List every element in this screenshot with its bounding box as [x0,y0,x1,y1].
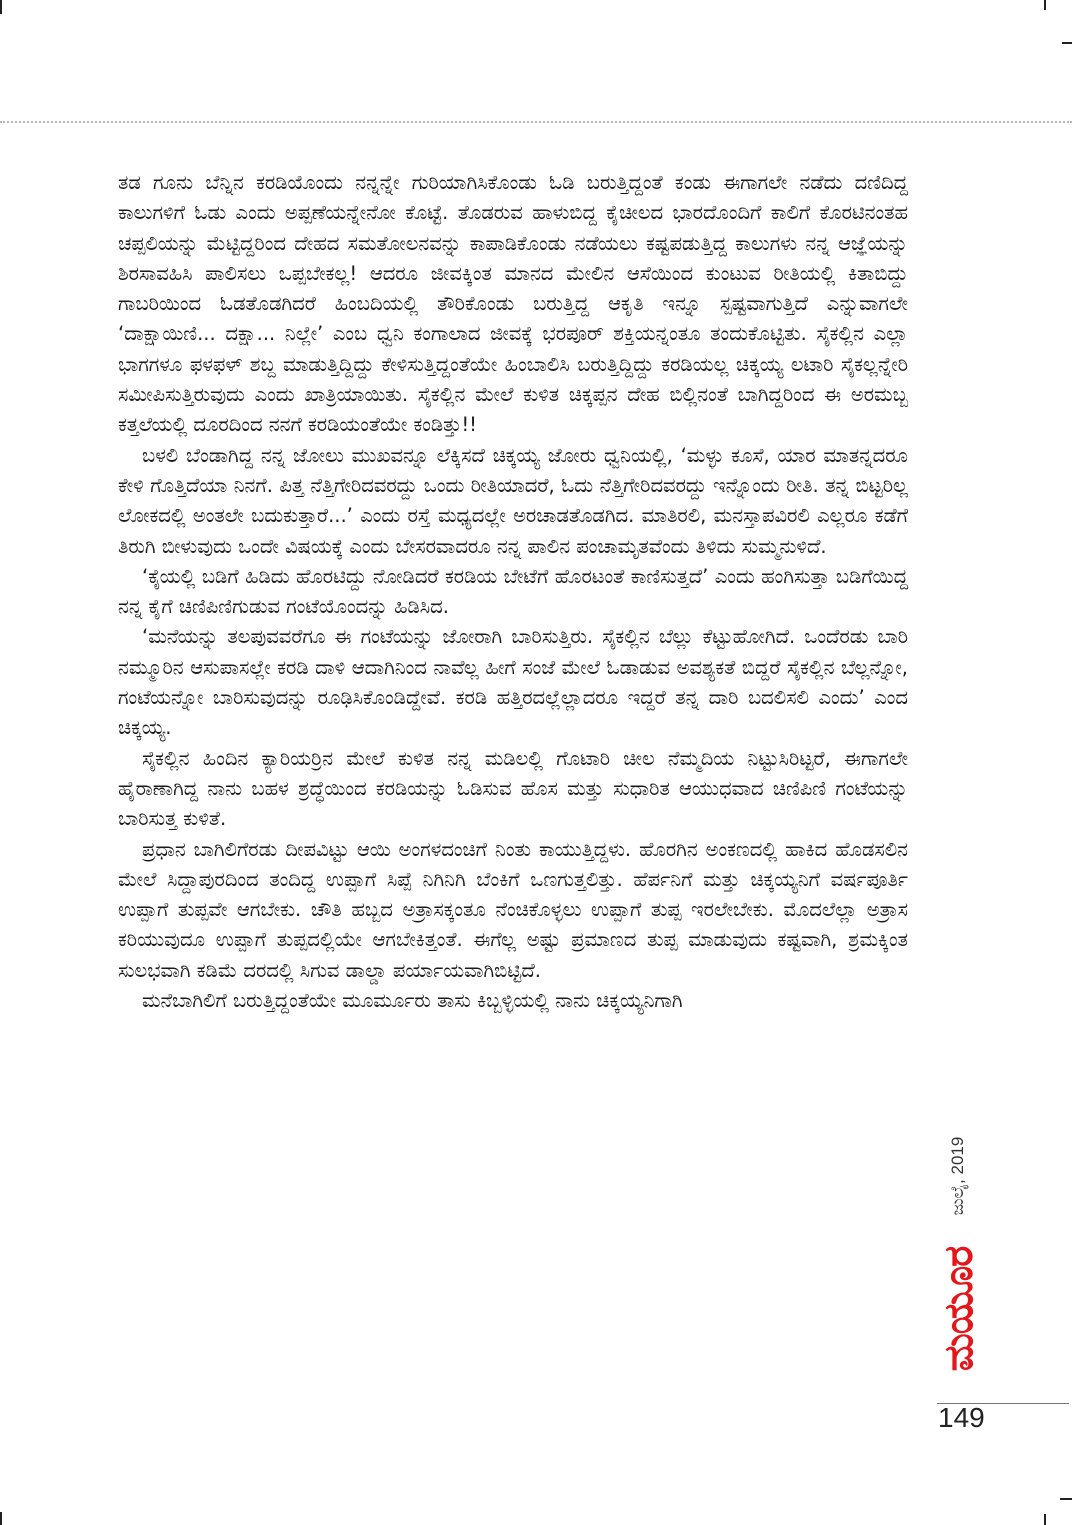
paragraph-7: ಮನೆಬಾಗಿಲಿಗೆ ಬರುತ್ತಿದ್ದಂತೆಯೇ ಮೂರ್ಮೂರು ತಾಸು ಕಿಬ್ಬಳ್ಳಿಯಲ್ಲಿ ನಾನು ಚಿಕ್ಕಯ್ಯನಿಗಾಗಿ [142,989,683,1013]
page-number: 149 [938,1402,985,1433]
magazine-name: ಮಯೂರ [936,1246,982,1372]
crop-mark-top-right [1044,0,1046,10]
crop-mark-top-left [0,0,2,14]
article-body [118,168,908,1016]
magazine-masthead [934,1224,984,1394]
paragraph-4: ‘ಮನೆಯನ್ನು ತಲಪುವವರೆಗೂ ಈ ಗಂಟೆಯನ್ನು ಜೋರಾಗಿ ಬಾರಿಸುತ್ತಿರು. ಸೈಕಲ್ಲಿನ ಬೆಲ್ಲು ಕೆಟ್ಟುಹೋಗಿದೆ. ಒಂದೆರಡು ಬಾರಿ ನಮ್ಮೂರಿನ ಆಸುಪಾಸಲ್ಲೇ ಕರಡಿ ದಾಳಿ ಆದಾಗಿನಿಂದ ನಾವೆಲ್ಲ ಹೀಗೆ ಸಂಜೆ ಮೇಲೆ ಓಡಾಡುವ ಅವಶ್ಯಕತೆ ಬಿದ್ದರೆ ಸೈಕಲ್ಲಿನ ಬೆಲ್ಲನ್ನೋ, ಗಂಟೆಯನ್ನೋ ಬಾರಿಸುವುದನ್ನು ರೂಢಿಸಿಕೊಂಡಿದ್ದೇವೆ. ಕರಡಿ ಹತ್ತಿರದಲ್ಲೆಲ್ಲಾದರೂ ಇದ್ದರೆ ತನ್ನ ದಾರಿ ಬದಲಿಸಲಿ ಎಂದು’ ಎಂದ ಚಿಕ್ಕಯ್ಯ. [118,625,908,740]
crop-mark-bottom-left [0,1512,2,1525]
paragraph-1: ತಡ ಗೂನು ಬೆನ್ನಿನ ಕರಡಿಯೊಂದು ನನ್ನನ್ನೇ ಗುರಿಯಾಗಿಸಿಕೊಂಡು ಓಡಿ ಬರುತ್ತಿದ್ದಂತೆ ಕಂಡು ಈಗಾಗಲೇ ನಡೆದು ದಣಿದಿದ್ದ ಕಾಲುಗಳಿಗೆ ಓಡು ಎಂದು ಅಪ್ಪಣೆಯನ್ನೇನೋ ಕೊಟ್ಟೆ. ತೊಡರುವ ಹಾಳುಬಿದ್ದ ಕೈಚೀಲದ ಭಾರದೊಂದಿಗೆ ಕಾಲಿಗೆ ಕೊರಟಿನಂತಹ ಚಪ್ಪಲಿಯನ್ನು ಮೆಟ್ಟಿದ್ದರಿಂದ ದೇಹದ ಸಮತೋಲನವನ್ನು ಕಾಪಾಡಿಕೊಂಡು ನಡೆಯಲು ಕಷ್ಟಪಡುತ್ತಿದ್ದ ಕಾಲುಗಳು ನನ್ನ ಆಜ್ಞೆಯನ್ನು ಶಿರಸಾವಹಿಸಿ ಪಾಲಿಸಲು ಒಪ್ಪಬೇಕಲ್ಲ! ಆದರೂ ಜೀವಕ್ಕಿಂತ ಮಾನದ ಮೇಲಿನ ಆಸೆಯಿಂದ ಕುಂಟುವ ರೀತಿಯಲ್ಲಿ ಕಿತಾಬಿದ್ದು ಗಾಬರಿಯಿಂದ ಓಡತೊಡಗಿದರೆ ಹಿಂಬದಿಯಲ್ಲಿ ತೌರಿಕೊಂಡು ಬರುತ್ತಿದ್ದ ಆಕೃತಿ ಇನ್ನೂ ಸ್ಪಷ್ಟವಾಗುತ್ತಿದೆ ಎನ್ನುವಾಗಲೇ ‘ದಾಕ್ಷಾಯಿಣಿ... ದಕ್ಷಾ... ನಿಲ್ಲೇ’ ಎಂಬ ಧ್ವನಿ ಕಂಗಾಲಾದ ಜೀವಕ್ಕೆ ಭರಪೂರ್ ಶಕ್ತಿಯನ್ನಂತೂ ತಂದುಕೊಟ್ಟಿತು. ಸೈಕಲ್ಲಿನ ಎಲ್ಲಾ ಭಾಗಗಳೂ ಫಳಫಳ್ ಶಬ್ದ ಮಾಡುತ್ತಿದ್ದಿದ್ದು ಕೇಳಿಸುತ್ತಿದ್ದಂತೆಯೇ ಹಿಂಬಾಲಿಸಿ ಬರುತ್ತಿದ್ದಿದ್ದು ಕರಡಿಯಲ್ಲ ಚಿಕ್ಕಯ್ಯ ಲಟಾರಿ ಸೈಕಲ್ಲನ್ನೇರಿ ಸಮೀಪಿಸುತ್ತಿರುವುದು ಎಂದು ಖಾತ್ರಿಯಾಯಿತು. ಸೈಕಲ್ಲಿನ ಮೇಲೆ ಕುಳಿತ ಚಿಕ್ಕಪ್ಪನ ದೇಹ ಬಿಲ್ಲಿನಂತೆ ಬಾಗಿದ್ದರಿಂದ ಈ ಅರಮಬ್ಬ ಕತ್ತಲೆಯಲ್ಲಿ ದೂರದಿಂದ ನನಗೆ ಕರಡಿಯಂತೆಯೇ ಕಂಡಿತ್ತು!! [118,171,909,437]
crop-mark-right-upper [1062,42,1072,44]
dotted-separator [0,121,1072,123]
paragraph-6: ಪ್ರಧಾನ ಬಾಗಿಲಿಗೆರಡು ದೀಪವಿಟ್ಟು ಆಯಿ ಅಂಗಳದಂಚಿಗೆ ನಿಂತು ಕಾಯುತ್ತಿದ್ದಳು. ಹೊರಗಿನ ಅಂಕಣದಲ್ಲಿ ಹಾಕಿದ ಹೊಡಸಲಿನ ಮೇಲೆ ಸಿದ್ದಾಪುರದಿಂದ ತಂದಿದ್ದ ಉಪ್ಪಾಗೆ ಸಿಪ್ಪೆ ನಿಗಿನಿಗಿ ಬೆಂಕಿಗೆ ಒಣಗುತ್ತಲಿತ್ತು. ಹೆರ್ಪನಿಗೆ ಮತ್ತು ಚಿಕ್ಕಯ್ಯನಿಗೆ ವರ್ಷಪೂರ್ತಿ ಉಪ್ಪಾಗೆ ತುಪ್ಪವೇ ಆಗಬೇಕು. ಚೌತಿ ಹಬ್ಬದ ಅತ್ರಾಸಕ್ಕಂತೂ ನೆಂಚಿಕೊಳ್ಳಲು ಉಪ್ಪಾಗೆ ತುಪ್ಪ ಇರಲೇಬೇಕು. ಮೊದಲೆಲ್ಲಾ ಅತ್ರಾಸ ಕರಿಯುವುದೂ ಉಪ್ಪಾಗೆ ತುಪ್ಪದಲ್ಲಿಯೇ ಆಗಬೇಕಿತ್ತಂತೆ. ಈಗೆಲ್ಲ ಅಷ್ಟು ಪ್ರಮಾಣದ ತುಪ್ಪ ಮಾಡುವುದು ಕಷ್ಟವಾಗಿ, ಶ್ರಮಕ್ಕಿಂತ ಸುಲಭವಾಗಿ ಕಡಿಮೆ ದರದಲ್ಲಿ ಸಿಗುವ ಡಾಲ್ಡಾ ಪರ್ಯಾಯವಾಗಿಬಿಟ್ಟಿದೆ. [118,837,908,982]
issue-date-label: ಜುಲೈ, 2019 [948,1136,967,1216]
crop-mark-bottom-right [1044,1514,1046,1525]
paragraph-5: ಸೈಕಲ್ಲಿನ ಹಿಂದಿನ ಕ್ಯಾರಿಯರ್ರಿನ ಮೇಲೆ ಕುಳಿತ ನನ್ನ ಮಡಿಲಲ್ಲಿ ಗೊಟಾರಿ ಚೀಲ ನೆಮ್ಮದಿಯ ನಿಟ್ಟುಸಿರಿಟ್ಟರೆ, ಈಗಾಗಲೇ ಹೈರಾಣಾಗಿದ್ದ ನಾನು ಬಹಳ ಶ್ರದ್ಧೆಯಿಂದ ಕರಡಿಯನ್ನು ಓಡಿಸುವ ಹೊಸ ಮತ್ತು ಸುಧಾರಿತ ಆಯುಧವಾದ ಚಿಣಿಪಿಣಿ ಗಂಟೆಯನ್ನು ಬಾರಿಸುತ್ತ ಕುಳಿತೆ. [118,746,908,831]
crop-mark-right-lower [1060,1498,1072,1500]
paragraph-3: ‘ಕೈಯಲ್ಲಿ ಬಡಿಗೆ ಹಿಡಿದು ಹೊರಟಿದ್ದು ನೋಡಿದರೆ ಕರಡಿಯ ಬೇಟೆಗೆ ಹೊರಟಂತೆ ಕಾಣಿಸುತ್ತದೆ’ ಎಂದು ಹಂಗಿಸುತ್ತಾ ಬಡಿಗೆಯಿದ್ದ ನನ್ನ ಕೈಗೆ ಚಿಣಿಪಿಣಿಗುಡುವ ಗಂಟೆಯೊಂದನ್ನು ಹಿಡಿಸಿದ. [118,564,908,619]
paragraph-2: ಬಳಲಿ ಬೆಂಡಾಗಿದ್ದ ನನ್ನ ಜೋಲು ಮುಖವನ್ನೂ ಲೆಕ್ಕಿಸದೆ ಚಿಕ್ಕಯ್ಯ ಜೋರು ಧ್ವನಿಯಲ್ಲಿ, ‘ಮಳ್ಳು ಕೂಸೆ, ಯಾರ ಮಾತನ್ನದರೂ ಕೇಳಿ ಗೊತ್ತಿದೆಯಾ ನಿನಗೆ. ಪಿತ್ತ ನೆತ್ತಿಗೇರಿದವರದ್ದು ಒಂದು ರೀತಿಯಾದರೆ, ಓದು ನೆತ್ತಿಗೇರಿದವರದ್ದು ಇನ್ನೊಂದು ರೀತಿ. ತನ್ನ ಬಿಟ್ಟರಿಲ್ಲ ಲೋಕದಲ್ಲಿ ಅಂತಲೇ ಬದುಕುತ್ತಾರೆ...’ ಎಂದು ರಸ್ತೆ ಮಧ್ಯದಲ್ಲೇ ಅರಚಾಡತೊಡಗಿದ. ಮಾತಿರಲಿ, ಮನಸ್ತಾಪವಿರಲಿ ಎಲ್ಲರೂ ಕಡೆಗೆ ತಿರುಗಿ ಬೀಳುವುದು ಒಂದೇ ವಿಷಯಕ್ಕೆ ಎಂದು ಬೇಸರವಾದರೂ ನನ್ನ ಪಾಲಿನ ಪಂಚಾಮೃತವೆಂದು ತಿಳಿದು ಸುಮ್ಮನುಳಿದೆ. [118,443,908,558]
